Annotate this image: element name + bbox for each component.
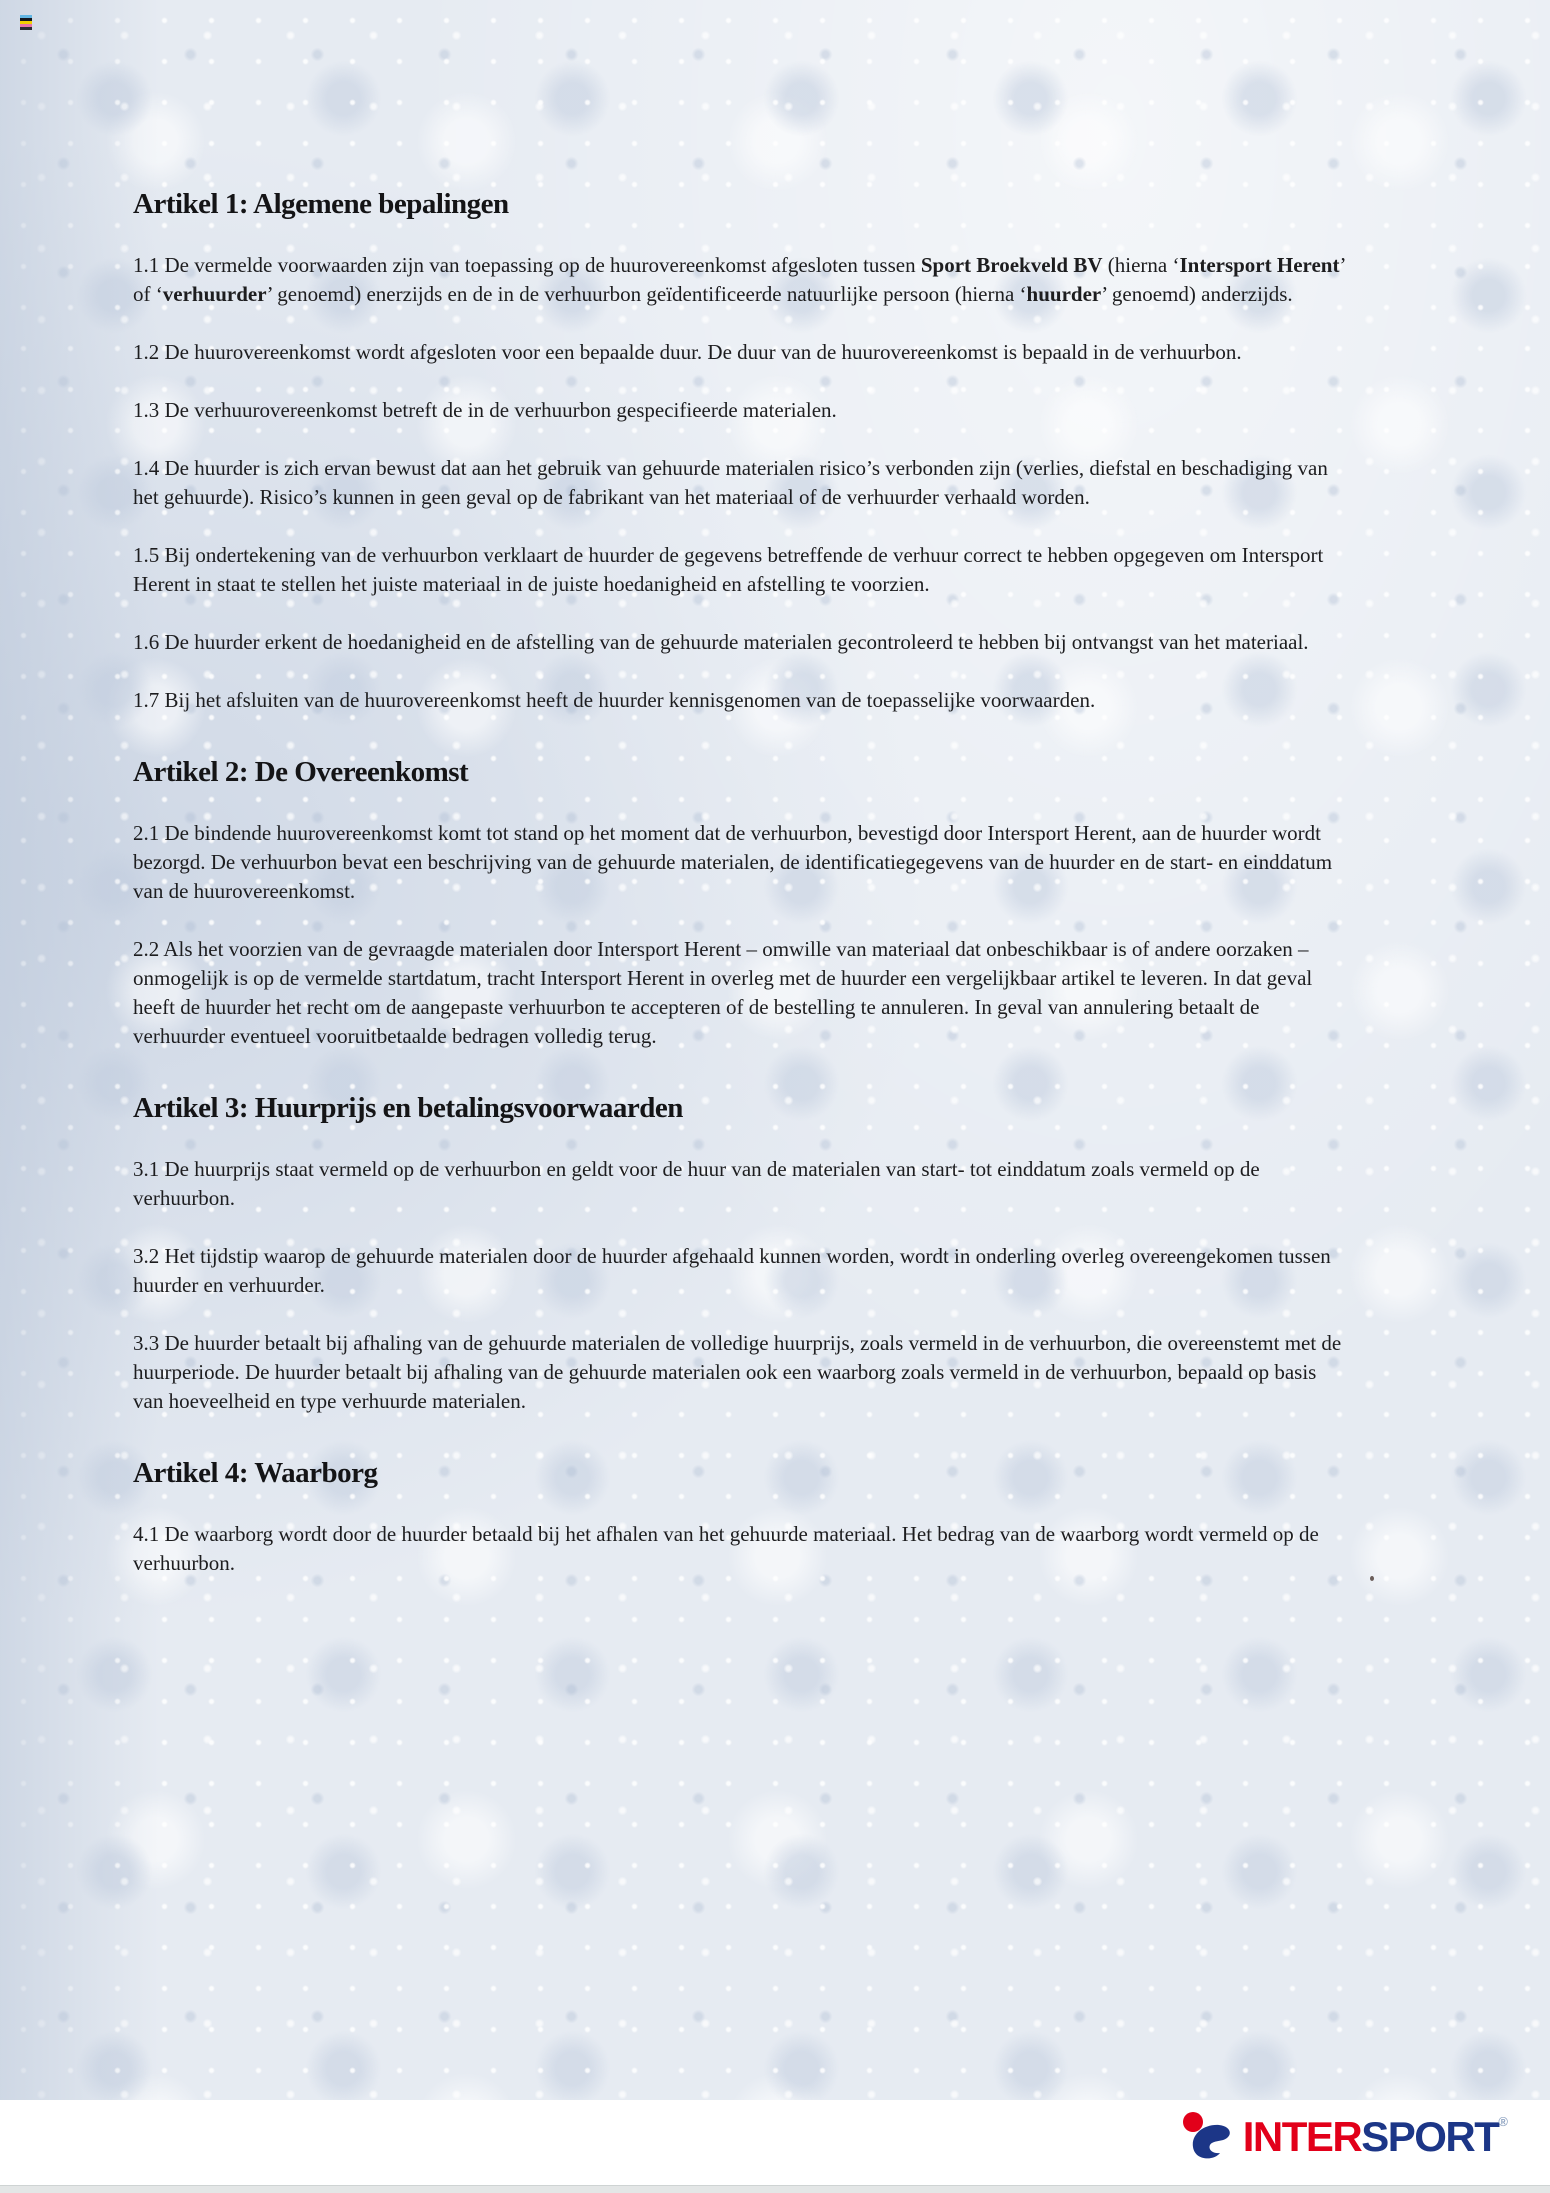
text-run: 1.5 Bij ondertekening van de verhuurbon verklaart de huurder de gegevens betreffende de verhuur correct te hebben opgegeven om Intersport Herent in staat te stellen het juiste materiaal in de juiste hoedanigheid en afstelling te voorzien. <box>133 543 1324 596</box>
article-heading: Artikel 4: Waarborg <box>133 1457 378 1489</box>
text-run: 2.1 De bindende huurovereenkomst komt tot stand op het moment dat de verhuurbon, bevestigd door Intersport Herent, aan de huurder wordt bezorgd. De verhuurbon bevat een beschrijving van de gehuurde materialen, de identificatiegegevens van de huurder en de start- en einddatum van de huurovereenkomst. <box>133 821 1333 903</box>
article-heading: Artikel 2: De Overeenkomst <box>133 756 469 788</box>
footer-divider-bar <box>0 2185 1550 2193</box>
clause-paragraph <box>133 686 1348 715</box>
text-run: 2.2 Als het voorzien van de gevraagde materialen door Intersport Herent – omwille van materiaal dat onbeschikbaar is of andere oorzaken – onmogelijk is op de vermelde startdatum, tracht Intersport Herent in overleg met de huurder een vergelijkbaar artikel te leveren. In dat geval heeft de huurder het recht om de aangepaste verhuurbon te accepteren of de bestelling te annuleren. In geval van annulering betaalt de verhuurder eventueel vooruitbetaalde bedragen volledig terug. <box>133 937 1313 1048</box>
brand-prefix: INTER <box>1242 2113 1362 2160</box>
text-run: ’ of ‘ <box>133 253 1345 306</box>
text-run: ’ genoemd) enerzijds en de in de verhuurbon geïdentificeerde natuurlijke persoon (hierna ‘ <box>266 282 1027 306</box>
clause-paragraph <box>133 396 1348 425</box>
registered-trademark-symbol: ® <box>1498 2114 1508 2129</box>
clause-paragraph <box>133 454 1348 512</box>
footer-area <box>0 2100 1550 2193</box>
clause-paragraph <box>133 1520 1348 1578</box>
clause-paragraph <box>133 1155 1348 1213</box>
brand-suffix: SPORT <box>1361 2113 1499 2160</box>
document-body <box>133 158 1348 1607</box>
color-stripe <box>20 27 32 30</box>
article-heading: Artikel 3: Huurprijs en betalingsvoorwaarden <box>133 1092 683 1124</box>
clause-paragraph <box>133 541 1348 599</box>
text-run: 1.2 De huurovereenkomst wordt afgesloten voor een bepaalde duur. De duur van de huurovereenkomst is bepaald in de verhuurbon. <box>133 340 1242 364</box>
clause-paragraph <box>133 935 1348 1051</box>
clause-paragraph <box>133 1329 1348 1416</box>
clause-paragraph <box>133 819 1348 906</box>
text-run: 3.2 Het tijdstip waarop de gehuurde materialen door de huurder afgehaald kunnen worden, wordt in onderling overleg overeengekomen tussen huurder en verhuurder. <box>133 1244 1331 1297</box>
text-run: 1.3 De verhuurovereenkomst betreft de in de verhuurbon gespecifieerde materialen. <box>133 398 837 422</box>
text-run: 1.4 De huurder is zich ervan bewust dat aan het gebruik van gehuurde materialen risico’s verbonden zijn (verlies, diefstal en beschadiging van het gehuurde). Risico’s kunnen in geen geval op de fabrikant van het materiaal of de verhuurder verhaald worden. <box>133 456 1328 509</box>
bold-text-run: Sport Broekveld BV <box>920 253 1103 277</box>
bold-text-run: Intersport Herent <box>1179 253 1340 277</box>
text-run: 1.6 De huurder erkent de hoedanigheid en de afstelling van de gehuurde materialen gecontroleerd te hebben bij ontvangst van het materiaal. <box>133 630 1309 654</box>
text-run: ’ genoemd) anderzijds. <box>1101 282 1293 306</box>
text-run: 4.1 De waarborg wordt door de huurder betaald bij het afhalen van het gehuurde materiaal. Het bedrag van de waarborg wordt vermeld op de verhuurbon. <box>133 1522 1319 1575</box>
text-run: 1.7 Bij het afsluiten van de huurovereenkomst heeft de huurder kennisgenomen van de toepasselijke voorwaarden. <box>133 688 1096 712</box>
ink-speck <box>1370 1576 1374 1581</box>
intersport-logo <box>1181 2111 1508 2163</box>
clause-paragraph <box>133 1242 1348 1300</box>
intersport-swoosh-icon <box>1181 2111 1239 2163</box>
printer-calibration-mark <box>20 15 32 30</box>
article-heading: Artikel 1: Algemene bepalingen <box>133 188 509 220</box>
clause-paragraph <box>133 628 1348 657</box>
clause-paragraph <box>133 251 1348 309</box>
text-run: (hierna ‘ <box>1102 253 1180 277</box>
brand-wordmark <box>1243 2111 1499 2163</box>
text-run: 3.1 De huurprijs staat vermeld op de verhuurbon en geldt voor de huur van de materialen van start- tot einddatum zoals vermeld op de verhuurbon. <box>133 1157 1260 1210</box>
clause-paragraph <box>133 338 1348 367</box>
text-run: 3.3 De huurder betaalt bij afhaling van de gehuurde materialen de volledige huurprijs, zoals vermeld in de verhuurbon, die overeenstemt met de huurperiode. De huurder betaalt bij afhaling van de gehuurde materialen ook een waarborg zoals vermeld in de verhuurbon, bepaald op basis van hoeveelheid en type verhuurde materialen. <box>133 1331 1342 1413</box>
bold-text-run: verhuurder <box>162 282 267 306</box>
text-run: 1.1 De vermelde voorwaarden zijn van toepassing op de huurovereenkomst afgesloten tussen <box>133 253 921 277</box>
bold-text-run: huurder <box>1026 282 1102 306</box>
